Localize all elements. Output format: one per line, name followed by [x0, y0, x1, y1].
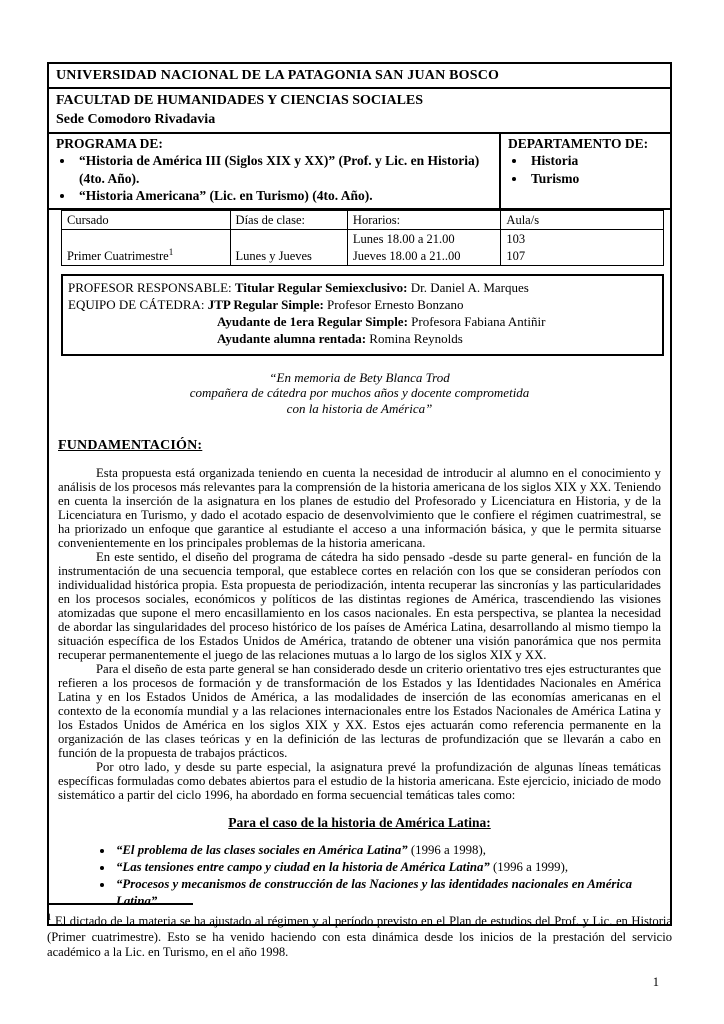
- paragraph: Para el diseño de esta parte general se han considerado desde un criterio orientativo tres ejes estructurantes que refieren a los procesos de formación y de transformación de los Estados y las Identidades Nacionales en América Latina y en los Estados Unidos de América, a las modalidades de inserción de las economías americanas en el contexto de la economía mundial y a las relaciones internacionales entre los Estados Nacionales de América Latina y los Estados Unidos de América en los siglos XIX y XX. Estos ejes actuarán como referencia permanente en la organización de las clases teóricas y en la definición de las lecturas de profundización que se llevarán a cabo en función de la propuesta de trabajos prácticos.: [58, 662, 661, 761]
- dias-cell: Lunes y Jueves: [230, 230, 347, 266]
- horario-lunes: Lunes 18.00 a 21.00: [352, 232, 455, 247]
- footnote-marker: 1: [47, 912, 52, 922]
- department-cell: [499, 134, 670, 208]
- horarios-cell: [347, 230, 501, 266]
- jtp-name: Profesor Ernesto Bonzano: [323, 296, 464, 312]
- campus-name: Sede Comodoro Rivadavia: [56, 111, 216, 127]
- document-body: [49, 356, 670, 925]
- program-item: • “Historia de América III (Siglos XIX y XX)” (Prof. y Lic. en Historia) (4to. Año).: [75, 152, 492, 188]
- footnote-body: El dictado de la materia se ha ajustado al régimen y al período previsto en el Plan de estudios del Prof. y Lic. en Historia (Primer cuatrimestre). Esto se ha venido haciendo con esta dinámica desde los inicios de la prestación del servicio académico a la Lic. en Turismo, en el año 1998.: [47, 914, 672, 960]
- dedication-quote: [58, 370, 661, 417]
- page-number: 1: [652, 974, 659, 989]
- professor-line: [68, 280, 657, 297]
- assistant-line: [68, 314, 657, 331]
- schedule-data-row: [62, 230, 664, 266]
- dedication-line: compañera de cátedra por muchos años y docente comprometida: [189, 385, 530, 401]
- subsection-heading-america-latina: Para el caso de la historia de América Latina:: [228, 815, 491, 831]
- paragraph: En este sentido, el diseño del programa de cátedra ha sido pensado -desde su parte general- en función de la instrumentación de una secuencia temporal, que establece cortes en relación con los que se consideran períodos con individualidad histórica propia. Esta propuesta de periodización, intenta recuperar las sincronías y las particularidades en los procesos sociales, económicos y políticos de las distintas regiones de América, trascendiendo las visiones atomizadas que supone el mero encasillamiento en los casos nacionales. En esta perspectiva, se plantea la necesidad de abordar las singularidades del proceso histórico de los países de América Latina, desarrollando al mismo tiempo la situación específica de los Estados Unidos de América, tratando de obtener una visión panorámica que nos permita recuperar permanentemente el juego de las relaciones mutuas a lo largo de los siglos XIX y XX.: [58, 550, 661, 663]
- department-label: DEPARTAMENTO DE:: [508, 135, 649, 151]
- topic-years: (1996 a 1998),: [407, 843, 486, 858]
- topic-title: “Procesos y mecanismos de construcción de las Naciones y las identidades nacionales en América Latina”: [116, 877, 632, 909]
- section-heading-fundamentacion: FUNDAMENTACIÓN:: [58, 438, 203, 454]
- aulas-cell: [501, 230, 664, 266]
- column-header-aulas: Aula/s: [501, 211, 664, 230]
- topic-title: “Las tensiones entre campo y ciudad en la historia de América Latina”: [116, 860, 490, 875]
- document-frame: [47, 62, 672, 926]
- professor-name: Dr. Daniel A. Marques: [407, 279, 529, 295]
- staff-box: [61, 274, 664, 356]
- student-assistant-role: Ayudante alumna rentada:: [217, 330, 367, 346]
- university-title: UNIVERSIDAD NACIONAL DE LA PATAGONIA SAN JUAN BOSCO: [49, 64, 670, 89]
- faculty-name: FACULTAD DE HUMANIDADES Y CIENCIAS SOCIALES: [56, 93, 424, 108]
- professor-label: PROFESOR RESPONSABLE:: [68, 279, 235, 295]
- team-line: [68, 297, 657, 314]
- assistant-role: Ayudante de 1era Regular Simple:: [217, 313, 408, 329]
- footnote-area: [47, 903, 672, 990]
- jtp-role: JTP Regular Simple:: [207, 296, 324, 312]
- horario-jueves: Jueves 18.00 a 21..00: [352, 248, 461, 263]
- column-header-horarios: Horarios:: [347, 211, 501, 230]
- faculty-block: [49, 89, 670, 134]
- paragraph: Por otro lado, y desde su parte especial, la asignatura prevé la profundización de algunas líneas temáticas específicas formuladas como debates abiertos para el estudio de la historia americana. Este ejercicio, iniciado de modo sistemático a partir del ciclo 1996, ha abordado en forma secuencial temáticas tales como:: [58, 760, 661, 803]
- paragraph: Esta propuesta está organizada teniendo en cuenta la necesidad de introducir al alumno en el conocimiento y análisis de los procesos más relevantes para la comprensión de la historia americana de los siglos XIX y XX. Teniendo en cuenta la inserción de la asignatura en los planes de estudio del Profesorado y Licenciatura en Historia, y de la Licenciatura en Turismo, y dado el acotado espacio de desenvolvimiento que le confiere el régimen cuatrimestral, se ha priorizado un enfoque que garantice al estudiante el acceso a una información básica, y que le permita situarse convenientemente en los principales problemas de la historia americana.: [58, 466, 661, 551]
- dedication-line: “En memoria de Bety Blanca Trod: [269, 369, 450, 385]
- footnote-text: [47, 910, 672, 961]
- program-department-row: [49, 134, 670, 210]
- footnote-separator: [47, 903, 193, 905]
- topic-item: [114, 842, 661, 859]
- schedule-table: [61, 210, 664, 266]
- dedication-line: con la historia de América”: [286, 400, 433, 416]
- professor-role: Titular Regular Semiexclusivo:: [234, 279, 408, 295]
- aula-2: 107: [506, 248, 526, 263]
- program-item: • “Historia Americana” (Lic. en Turismo) (4to. Año).: [75, 187, 492, 205]
- assistant-name: Profesora Fabiana Antiñir: [407, 313, 546, 329]
- team-label: EQUIPO DE CÁTEDRA:: [68, 296, 208, 312]
- topic-item: [114, 859, 661, 876]
- column-header-cursado: Cursado: [62, 211, 231, 230]
- student-assistant-name: Romina Reynolds: [366, 330, 463, 346]
- department-item: • Turismo: [527, 170, 663, 188]
- department-list: [527, 152, 663, 188]
- topic-title: “El problema de las clases sociales en América Latina”: [116, 843, 408, 858]
- cursado-value: Primer Cuatrimestre: [67, 248, 169, 263]
- aula-1: 103: [506, 232, 526, 247]
- program-label: PROGRAMA DE:: [56, 135, 163, 151]
- cursado-cell: [62, 230, 231, 266]
- topics-list: [114, 842, 661, 910]
- topic-years: (1996 a 1999),: [489, 860, 569, 875]
- footnote-reference: 1: [168, 246, 174, 257]
- schedule-header-row: [62, 211, 664, 230]
- program-cell: [49, 134, 499, 208]
- student-assistant-line: [68, 331, 657, 348]
- department-item: • Historia: [527, 152, 663, 170]
- program-list: [75, 152, 492, 205]
- column-header-dias: Días de clase:: [230, 211, 347, 230]
